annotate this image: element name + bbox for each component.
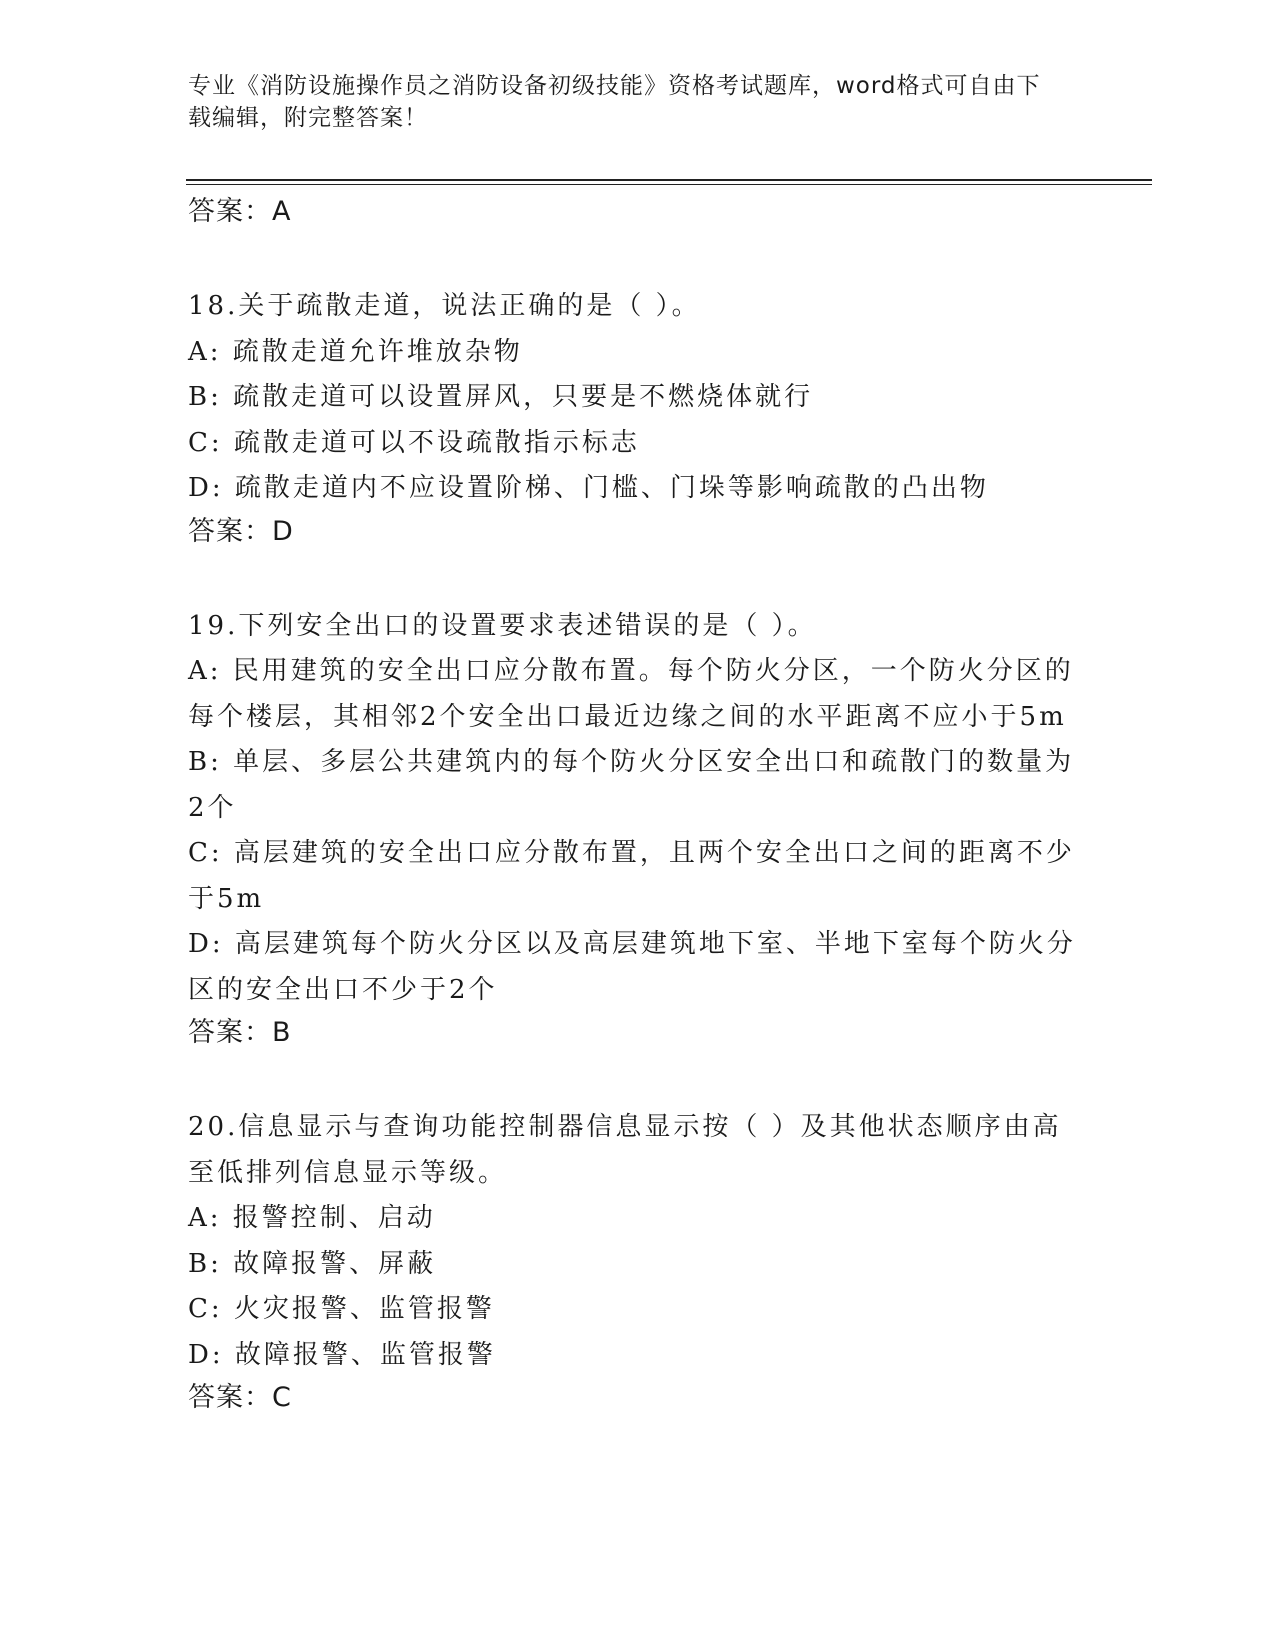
answer: 答案：C xyxy=(188,1382,292,1413)
answer: 答案：D xyxy=(188,515,294,547)
header-line-1: 专业《消防设施操作员之消防设备初级技能》资格考试题库，word格式可自由下 xyxy=(188,73,1041,99)
option-d: D: 高层建筑每个防火分区以及高层建筑地下室、半地下室每个防火分 xyxy=(188,929,1076,959)
option-c: C: 疏散走道可以不设疏散指示标志 xyxy=(188,427,640,458)
option-d-cont: 区的安全出口不少于2个 xyxy=(188,974,498,1005)
answer: 答案：B xyxy=(188,1017,292,1048)
option-b: B: 单层、多层公共建筑内的每个防火分区安全出口和疏散门的数量为 xyxy=(188,747,1075,777)
question-stem: 19.下列安全出口的设置要求表述错误的是（ ）。 xyxy=(188,610,817,641)
header-rule-thin xyxy=(186,184,1152,185)
option-c-cont: 于5m xyxy=(188,883,265,914)
option-a: A: 报警控制、启动 xyxy=(188,1203,436,1233)
document-header xyxy=(188,70,1068,134)
option-c: C: 高层建筑的安全出口应分散布置，且两个安全出口之间的距离不少 xyxy=(188,838,1075,868)
question-19 xyxy=(188,604,1076,1052)
previous-answer: 答案：A xyxy=(188,196,292,227)
option-a-cont: 每个楼层，其相邻2个安全出口最近边缘之间的水平距离不应小于5m xyxy=(188,701,1067,732)
option-b: B: 故障报警、屏蔽 xyxy=(188,1248,437,1279)
question-20 xyxy=(188,1105,1068,1416)
option-d: D: 疏散走道内不应设置阶梯、门槛、门垛等影响疏散的凸出物 xyxy=(188,473,989,503)
header-rule-thick xyxy=(186,179,1152,181)
option-a: A: 民用建筑的安全出口应分散布置。每个防火分区，一个防火分区的 xyxy=(188,656,1074,686)
question-stem: 20.信息显示与查询功能控制器信息显示按（ ）及其他状态顺序由高 xyxy=(188,1112,1062,1142)
option-a: A: 疏散走道允许堆放杂物 xyxy=(188,336,523,367)
question-18 xyxy=(188,284,1068,550)
question-stem: 18.关于疏散走道，说法正确的是（ ）。 xyxy=(188,291,701,321)
option-b-cont: 2个 xyxy=(188,792,237,823)
option-c: C: 火灾报警、监管报警 xyxy=(188,1294,495,1324)
question-stem-cont: 至低排列信息显示等级。 xyxy=(188,1157,508,1188)
option-b: B: 疏散走道可以设置屏风，只要是不燃烧体就行 xyxy=(188,382,814,412)
option-d: D: 故障报警、监管报警 xyxy=(188,1339,496,1370)
document-body xyxy=(188,186,1076,1416)
header-line-2: 载编辑，附完整答案！ xyxy=(188,105,428,131)
